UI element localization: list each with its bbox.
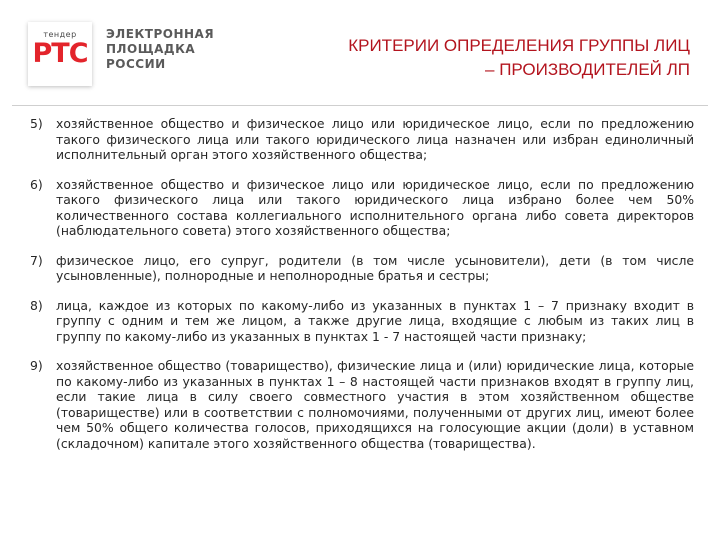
- criteria-list: [30, 116, 694, 465]
- slide-title: [270, 34, 690, 82]
- title-line-1: КРИТЕРИИ ОПРЕДЕЛЕНИЯ ГРУППЫ ЛИЦ: [348, 36, 690, 55]
- brand-line-3: РОССИИ: [106, 57, 166, 71]
- item-number: 8): [30, 297, 43, 313]
- item-text: физическое лицо, его супруг, родители (в том числе усыновители), дети (в том числе усыновленные), полнородные и неполнородные братья и сестры;: [56, 252, 694, 283]
- list-item: [30, 177, 694, 239]
- rts-logo: [28, 22, 92, 86]
- logo-main-text: РТС: [32, 38, 88, 69]
- item-number: 5): [30, 116, 43, 131]
- item-number: 7): [30, 252, 43, 268]
- list-item: [30, 298, 694, 345]
- slide-header: [0, 0, 720, 108]
- item-text: лица, каждое из которых по какому-либо из указанных в пунктах 1 – 7 признаку входит в группу с одним и тем же лицом, а также другие лица, входящие с любым из таких лиц в группу по какому-либо из указанных в пунктах 1 - 7 настоящей части признаку;: [56, 297, 694, 344]
- item-number: 6): [30, 176, 43, 192]
- list-item: [30, 358, 694, 451]
- brand-name: [106, 27, 214, 72]
- item-text: хозяйственное общество и физическое лицо или юридическое лицо, если по предложению такого физического лица или такого юридического лица избрано более чем 50% количественного состава коллегиального исполнительного органа либо совета директоров (наблюдательного совета) этого хозяйственного общества;: [56, 176, 694, 238]
- logo-small-text: тендер: [43, 30, 77, 39]
- brand-line-2: ПЛОЩАДКА: [106, 42, 196, 56]
- list-item: [30, 116, 694, 163]
- list-item: [30, 253, 694, 284]
- item-text: хозяйственное общество (товарищество), физические лица и (или) юридические лица, которые по какому-либо из указанных в пунктах 1 – 8 настоящей части признаков входят в группу лиц, если такие лица в силу своего совместного участия в этом хозяйственном обществе (товариществе) или в соответствии с полномочиями, полученными от других лиц, имеют более чем 50% общего количества голосов, приходящихся на голосующие акции (доли) в уставном (складочном) капитале этого хозяйственного общества (товарищества).: [56, 358, 694, 451]
- header-divider: [12, 105, 708, 106]
- item-text: хозяйственное общество и физическое лицо или юридическое лицо, если по предложению такого физического лица или такого юридического лица назначен или избран единоличный исполнительный орган этого хозяйственного общества;: [56, 116, 694, 162]
- item-number: 9): [30, 358, 43, 373]
- brand-line-1: ЭЛЕКТРОННАЯ: [106, 27, 215, 41]
- title-line-2: – ПРОИЗВОДИТЕЛЕЙ ЛП: [485, 60, 690, 79]
